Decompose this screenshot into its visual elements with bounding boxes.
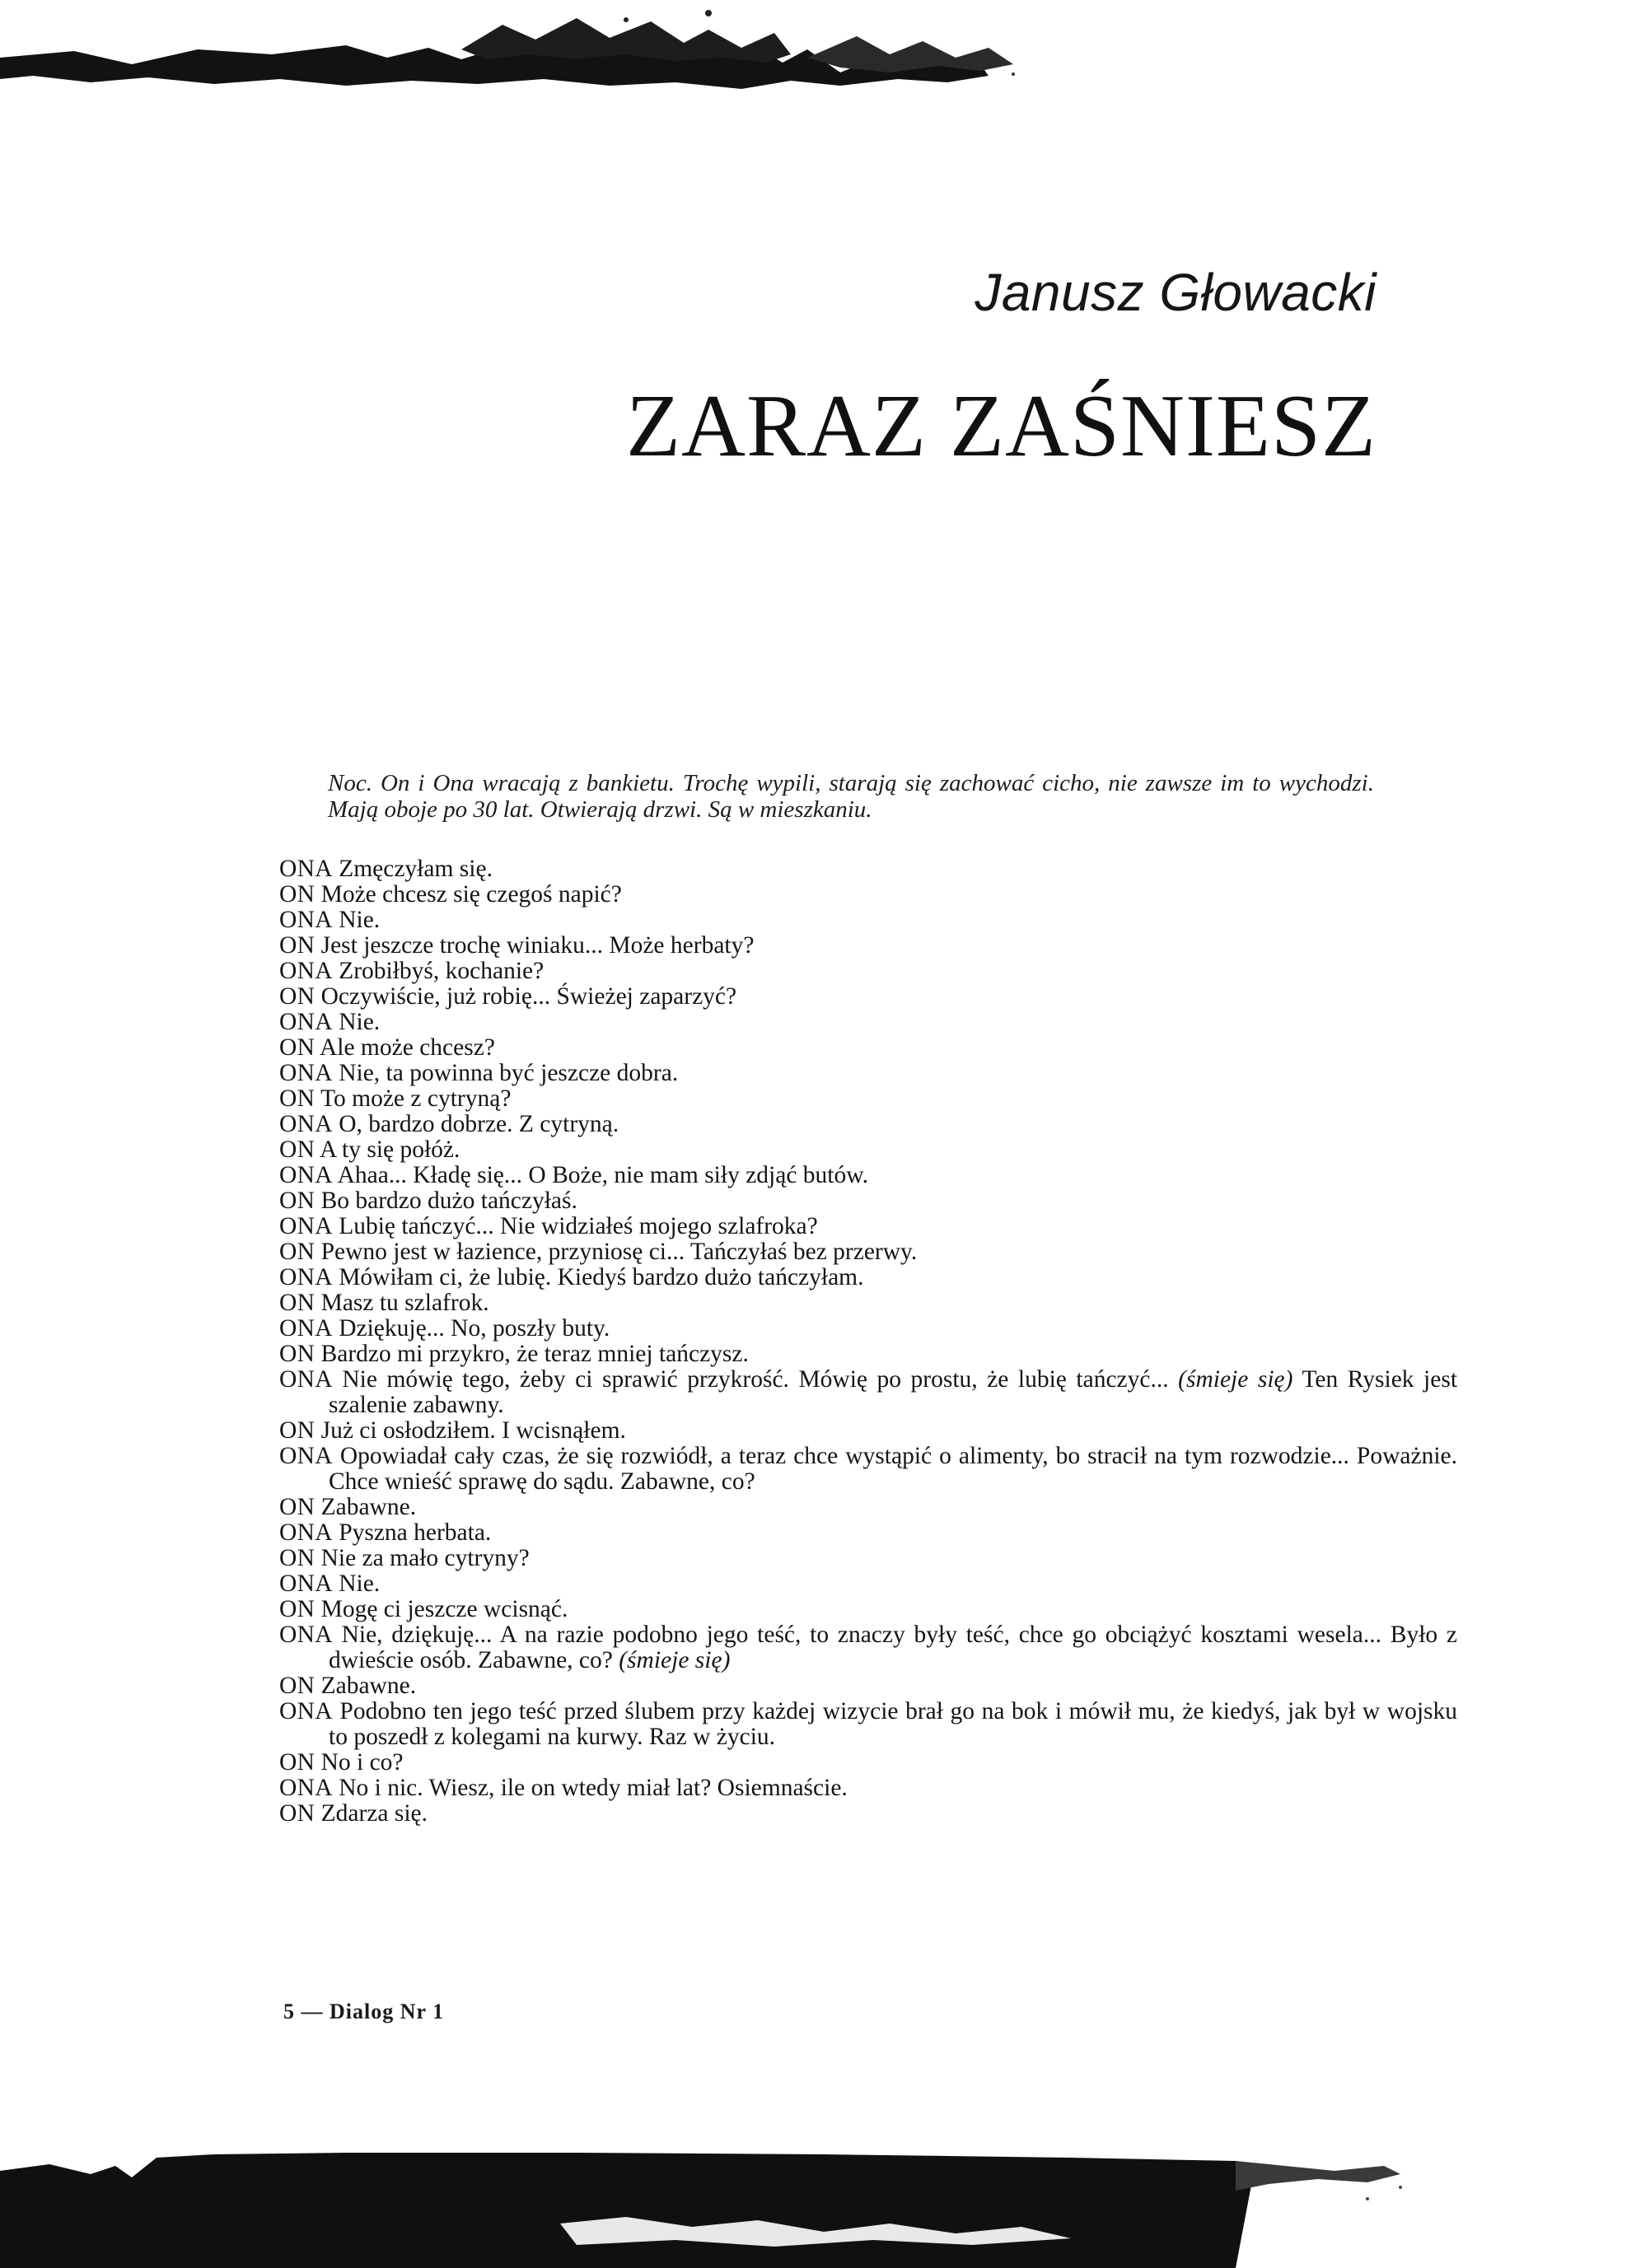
speaker-label: ONA xyxy=(279,1060,333,1086)
speaker-label: ON xyxy=(279,932,316,959)
speaker-label: ON xyxy=(279,1417,316,1444)
scan-artifact-top xyxy=(0,0,1636,132)
line-text: Nie. xyxy=(339,1009,381,1035)
dialogue-line xyxy=(279,1214,1457,1239)
dialogue-line xyxy=(279,908,1457,933)
line-text: Może chcesz się czegoś napić? xyxy=(320,881,622,908)
dialogue-line xyxy=(279,1495,1457,1520)
stage-direction: Noc. On i Ona wracają z bankietu. Trochę wypili, starają się zachować cicho, nie zawsze im to wychodzi. Mają oboje po 30 lat. Otwierają drzwi. Są w mieszkaniu. xyxy=(328,770,1374,823)
line-text: Zmęczyłam się. xyxy=(339,856,493,882)
line-text: Mogę ci jeszcze wcisnąć. xyxy=(320,1596,568,1622)
line-text: Masz tu szlafrok. xyxy=(320,1290,489,1316)
dialogue-line xyxy=(279,959,1457,984)
line-text: To może z cytryną? xyxy=(320,1085,512,1112)
line-text: Mówiłam ci, że lubię. Kiedyś bardzo dużo tańczyłam. xyxy=(339,1264,864,1290)
line-text: No i co? xyxy=(320,1749,404,1776)
dialogue-line xyxy=(279,933,1457,959)
stage-aside: (śmieje się) xyxy=(619,1647,731,1673)
speaker-label: ON xyxy=(279,1800,316,1827)
speaker-label: ONA xyxy=(279,1366,333,1393)
speaker-label: ONA xyxy=(279,1162,333,1188)
line-text: Nie za mało cytryny? xyxy=(320,1545,530,1571)
dialogue-line xyxy=(279,1239,1457,1265)
line-text: Dziękuję... No, poszły buty. xyxy=(339,1315,610,1342)
speaker-label: ONA xyxy=(279,907,333,933)
line-text: Ale może chcesz? xyxy=(319,1034,495,1061)
dialogue-line xyxy=(279,1265,1457,1290)
speaker-label: ON xyxy=(279,1034,316,1061)
dialogue-line xyxy=(279,1086,1457,1112)
line-text: Bardzo mi przykro, że teraz mniej tańczysz. xyxy=(320,1341,749,1367)
line-text: Lubię tańczyć... Nie widziałeś mojego szlafroka? xyxy=(339,1213,818,1239)
dialogue-line xyxy=(279,1571,1457,1597)
speaker-label: ON xyxy=(279,1494,316,1520)
scan-artifact-bottom xyxy=(0,2141,1636,2268)
dialogue-line xyxy=(279,1163,1457,1188)
dialogue-line xyxy=(279,1188,1457,1214)
line-text: Zdarza się. xyxy=(320,1800,428,1827)
line-text: Zabawne. xyxy=(320,1673,417,1699)
speaker-label: ON xyxy=(279,983,316,1010)
dialogue-line xyxy=(279,1061,1457,1086)
line-text: Opowiadał cały czas, że się rozwiódł, a teraz chce wystąpić o alimenty, bo stracił na tym rozwodzie... Poważnie. Chce wnieść sprawę do sądu. Zabawne, co? xyxy=(329,1443,1457,1495)
speaker-label: ON xyxy=(279,1290,316,1316)
dialogue-line xyxy=(279,1597,1457,1622)
line-text: Podobno ten jego teść przed ślubem przy każdej wizycie brał go na bok i mówił mu, że kiedyś, jak był w wojsku to poszedł z kolegami na kurwy. Raz w życiu. xyxy=(329,1698,1458,1750)
dialogue-line xyxy=(279,1137,1457,1163)
speaker-label: ON xyxy=(279,1596,316,1622)
speaker-label: ON xyxy=(279,1085,316,1112)
speaker-label: ONA xyxy=(279,1443,333,1469)
speaker-label: ONA xyxy=(279,1315,333,1342)
dialogue-line xyxy=(279,1699,1457,1750)
page-footer: 5 — Dialog Nr 1 xyxy=(283,2000,445,2023)
dialogue-line xyxy=(279,1290,1457,1316)
line-text: Jest jeszcze trochę winiaku... Może herbaty? xyxy=(320,932,755,959)
dialogue-line xyxy=(279,1367,1457,1418)
dialogue-line xyxy=(279,882,1457,908)
speaker-label: ONA xyxy=(279,1519,333,1546)
dialogue-line xyxy=(279,1776,1457,1801)
speaker-label: ON xyxy=(279,1673,316,1699)
dialogue-line xyxy=(279,1342,1457,1367)
speaker-label: ON xyxy=(279,881,316,908)
line-text: Oczywiście, już robię... Świeżej zaparzyć? xyxy=(320,983,737,1010)
dialogue-line xyxy=(279,984,1457,1010)
speaker-label: ONA xyxy=(279,856,333,882)
line-text: Ten Rysiek jest szalenie zabawny. xyxy=(329,1366,1458,1418)
speaker-label: ON xyxy=(279,1341,316,1367)
line-text: Bo bardzo dużo tańczyłaś. xyxy=(320,1188,577,1214)
line-text: Nie mówię tego, żeby ci sprawić przykrość. Mówię po prostu, że lubię tańczyć... xyxy=(342,1366,1169,1393)
dialogue-line xyxy=(279,1112,1457,1137)
line-text: Nie. xyxy=(339,907,381,933)
speaker-label: ON xyxy=(279,1239,316,1265)
speaker-label: ONA xyxy=(279,1111,333,1137)
dialogue-line xyxy=(279,1546,1457,1571)
speaker-label: ONA xyxy=(279,1570,333,1597)
speaker-label: ONA xyxy=(279,1775,333,1801)
dialogue-line xyxy=(279,1673,1457,1699)
dialogue-line xyxy=(279,1622,1457,1673)
line-text: Nie. xyxy=(339,1570,381,1597)
dialogue-line xyxy=(279,1750,1457,1776)
line-text: Pyszna herbata. xyxy=(339,1519,492,1546)
dialogue-line xyxy=(279,1801,1457,1827)
speaker-label: ONA xyxy=(279,1213,333,1239)
dialogue-line xyxy=(279,1010,1457,1035)
line-text: A ty się połóż. xyxy=(319,1136,460,1163)
speaker-label: ON xyxy=(279,1188,316,1214)
dialogue-line xyxy=(279,856,1457,882)
dialogue-line xyxy=(279,1316,1457,1342)
line-text: Nie, dziękuję... A na razie podobno jego teść, to znaczy były teść, chce go obciążyć kosztami wesela... Było z dwieście osób. Zabawne, co? xyxy=(329,1622,1457,1673)
author-name: Janusz Głowacki xyxy=(975,263,1377,322)
line-text: Już ci osłodziłem. I wcisnąłem. xyxy=(320,1417,626,1444)
speaker-label: ONA xyxy=(279,958,333,984)
line-text: No i nic. Wiesz, ile on wtedy miał lat? Osiemnaście. xyxy=(339,1775,848,1801)
line-text: Pewno jest w łazience, przyniosę ci... Tańczyłaś bez przerwy. xyxy=(320,1239,918,1265)
speaker-label: ONA xyxy=(279,1622,333,1648)
stage-aside: (śmieje się) xyxy=(1178,1366,1293,1393)
dialogue-line xyxy=(279,1418,1457,1444)
line-text: Zabawne. xyxy=(320,1494,417,1520)
dialogue-line xyxy=(279,1035,1457,1061)
dialogue-line xyxy=(279,1520,1457,1546)
line-text: Ahaa... Kładę się... O Boże, nie mam siły zdjąć butów. xyxy=(337,1162,869,1188)
dialogue-list xyxy=(279,856,1457,1827)
speaker-label: ONA xyxy=(279,1698,333,1724)
dialogue-line xyxy=(279,1444,1457,1495)
speaker-label: ONA xyxy=(279,1264,333,1290)
line-text: O, bardzo dobrze. Z cytryną. xyxy=(339,1111,619,1137)
line-text: Nie, ta powinna być jeszcze dobra. xyxy=(339,1060,679,1086)
speaker-label: ONA xyxy=(279,1009,333,1035)
speaker-label: ON xyxy=(279,1749,316,1776)
speaker-label: ON xyxy=(279,1545,316,1571)
speaker-label: ON xyxy=(279,1136,316,1163)
line-text: Zrobiłbyś, kochanie? xyxy=(339,958,545,984)
play-title: ZARAZ ZAŚNIESZ xyxy=(626,377,1377,475)
